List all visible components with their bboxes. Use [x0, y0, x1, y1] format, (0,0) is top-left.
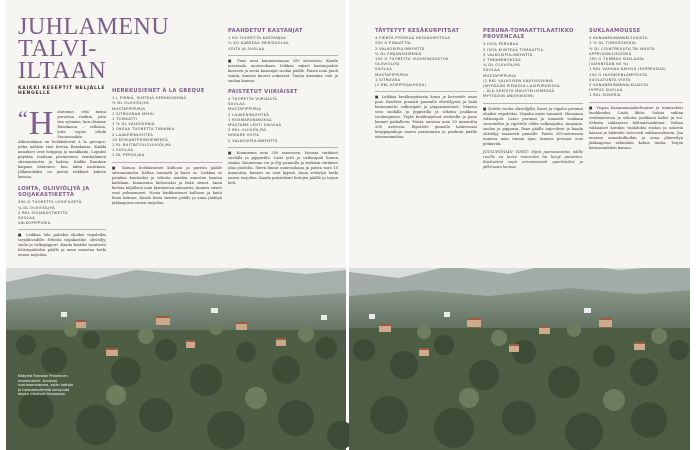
- left-page: [6, 0, 346, 450]
- ingredient: 3 KANANMUNANVALKUAISTA: [589, 83, 649, 88]
- recipe-kesakurpitsat-ingredients: [375, 36, 477, 88]
- ingredient: 2 RKL OLIIVIÖLJYÄ: [228, 128, 267, 133]
- recipe-suklaamousse-method: ■ Vispaa kananmunankeltuaiset ja tomusokeri kuohkeaksi. Lisää liköri. Sulata suklaa vesihauteessa ja sekoita joukkoon kahvi ja voi. Sekoita suklaaseos keltuaisvaahtoon. Vatkaa valkuaiset kovaksi vaahdoksi suolan ja sokerin kanssa ja kääntele varovasti suklaaseokseen. Jaa mousse annoskulhoihin ja anna jähmettyä jääkaapissa vähintään kolme tuntia. Tarjoa kermavaahdon kanssa.: [589, 105, 683, 150]
- recipe-viiriaiset-title: PAISTETUT VIIRIÄISET: [228, 88, 298, 95]
- ingredient: 4 KANANMUNANKELTUAISTA: [589, 36, 648, 41]
- divider: [228, 55, 338, 56]
- ingredient: (VÄHINTÄÄN 60 %): [589, 62, 629, 67]
- ingredient: 200 G PINAATTIA: [375, 41, 411, 46]
- recipe-olive-ingredients: [18, 200, 106, 226]
- ingredient: 1 KG TUORETTA KASTANJAA: [228, 36, 287, 41]
- ingredient: 1 SITRUUNA: [375, 77, 401, 82]
- ingredient: NOKARE VOITA: [228, 133, 260, 138]
- divider: [589, 102, 683, 103]
- ingredient: (2 RKL VALKOISEN ANJOVISVIINIÄ: [483, 78, 554, 83]
- recipe-greque-method: ■ Kumoa herkkusienet kulhoon ja purista päälle sitruunamehu. Kaltaa tomaatti ja kuori se. Leikkaa se pieniksi kuutioiksi ja sekoita muiden ainesten kanssa kattilaan. Kuumenna kiehuvaksi ja lisää sienet. Anna kiehua hiljalleen noin kymmenen minuuttia, kunnes sienet ovat pehmenneet. Nosta herkkusienet kulhoon ja keitä liemi kokoon. Kaada liemi sienten päälle ja anna jäähtyä jääkaapissa ennen tarjoilua.: [112, 165, 222, 205]
- ingredient: 1 ½ DL TOMUSOKERIA: [589, 41, 636, 46]
- recipe-pasta-method: ■ Pane uuni kuumenemaan 200 asteeseen. Kaada merisuola uunivuokaan, leikkaa sakset kastanjoiden kuoreen ja aseta kastanjat suolan päälle. Paista noin puoli tuntia, kunnes kuoret aukeavat. Tarjoa kuumina voin ja suolan kanssa.: [228, 58, 338, 83]
- ingredient: 2 LAAKERINLEHTEÄ: [228, 112, 270, 117]
- ingredient: HIPPUS SUOLAA: [589, 88, 623, 93]
- right-column-2: [483, 28, 583, 266]
- right-text-area: [349, 0, 690, 268]
- ingredient: 1 ½ DL VALKOVIINIÄ: [112, 122, 155, 127]
- recipe-kesakurpitsat-title: TÄYTETYT KESÄKURPITSAT: [375, 28, 460, 34]
- divider: [228, 147, 338, 148]
- intro-dropcap: H: [28, 105, 54, 142]
- recipe-olive-method: ■ Leikkaa lohi paloiksi ohuiksi viipaleiksi tarjoiluvadille. Sekoita soijakastike, oliiviöljy, suola ja valkopippuri. Kaada kastike tasaisesti lohiviipaleiden päälle ja anna maustua hetki ennen tarjoilua.: [18, 233, 106, 258]
- wine-note: JOULUPÖYDÄN VIINIT: Hyvä juomasuositus näille ruoille on kuiva roseeviini tai kevyt punaviini. Kuohuviini sopii erinomaisesti aperitiiviksi ja jälkiruoan kanssa.: [483, 149, 583, 169]
- recipe-provencale-ingredients: [483, 42, 583, 99]
- ingredient: ¾ DL OLIIVIÖLJYÄ: [483, 63, 520, 68]
- intro-block: [18, 105, 106, 180]
- ingredient: SUOLAA: [483, 68, 501, 73]
- page-title: [18, 14, 170, 84]
- ingredient: OLIIVIÖLJYÄ: [375, 62, 400, 67]
- ingredient: 2 OKSAA TUORETTA TIMJAMIA: [112, 127, 175, 132]
- ingredient: 100 G HUONEENLÄMPÖISTÄ: [589, 72, 648, 77]
- ingredient: (2 RKL KORPPUJAUHOJA): [375, 83, 427, 88]
- ingredient: ½ DL PINJANSIEMENIÄ: [375, 51, 422, 56]
- ingredient: 4 PIENTÄ PYÖREÄÄ KESÄKURPITSAA: [375, 36, 451, 41]
- ingredient: 3 ISOA PERUNAA: [483, 42, 519, 47]
- ingredient: 1 L PIENIÄ, SIISTEJÄ HERKKUSIENIÄ: [112, 96, 187, 101]
- ingredient: 2 RKL SOIJAKASTIKETTA: [18, 210, 68, 215]
- recipe-viiriaiset-ingredients: [228, 97, 338, 144]
- ingredient: 150 G TUORETTA VUOHENJUUSTOA: [375, 57, 449, 62]
- ingredient: 2 LAAKERINLEHTEÄ: [112, 132, 154, 137]
- recipe-suklaamousse-title: SUKLAAMOUSSE: [589, 28, 641, 34]
- divider: [18, 229, 106, 230]
- recipe-greque-title: HERKKUSIENET À LA GREQUE: [112, 88, 205, 94]
- intro-text: alutenne, että menu perustuu ruokiin, joita itse syömme, kun olemme Ranskassa – sellaisia, joita sopisi tehdä Suomessakin. Alkuruokana on herkkuleivät à la grecque, jotka nähtiin ensi kertaa Ranskassa. Kaikki annokset ovat helppoja ja maukkaita. Lopuksi pöytään tuodaan perinteinen ranskalainen sitruunatorttu ja kahvia. Kaikki Ranskan kaipaus lientenee, kun näitä nautitaan. Jälkiruokaksi on pieniä näkkärit kahvin kanssa.: [18, 110, 106, 179]
- ingredient: SUOLAA: [18, 216, 36, 221]
- recipe-pasta-ingredients: [228, 36, 338, 52]
- ingredient: SUOLAA: [375, 67, 393, 72]
- ingredient: MYYTÄVIIN ANJOVIKSIIN): [483, 94, 535, 99]
- recipe-kesakurpitsat-method: ■ Leikkaa kesäkurpitsasta kansi ja kovertele sisus pois. Kuullota pinaatti pannulla oliiviöljyssä ja lisää hienonnettu valkosipuli ja pinjansiemenet. Mausta seos suolalla ja pippurilla ja sekoita joukkoon vuohenjuusto. Täytä kesäkurpitsat seoksella ja pane kannet paikalleen. Paista uunissa noin 20 minuuttia 200 asteessa. Ripottele pinnalle halutessasi korppujauhoja ennen paistamista ja pirskota päälle sitruunamehua.: [375, 95, 477, 140]
- ingredient: 1 SUOLAA: [112, 148, 134, 153]
- right-page: [349, 0, 690, 450]
- ingredient: APPELSIINILIKÖÖRIÄ: [589, 51, 632, 56]
- recipe-olive-title: LOHTA, OLIIVIÖLJYÄ JA SOIJAKASTIKETTA: [18, 186, 90, 199]
- recipe-suklaamousse-ingredients: [589, 36, 683, 98]
- recipe-viiriaiset-method: ■ Kuumenna uuni 200 asteeseen. Mausta viiriäiset suolalla ja pippurilla. Laita yrtit ja valkosipuli linnun sisään. Kuumenna voi ja öljy pannulla ja ruskista viiriäiset joka puolelta. Siirrä linnut uunivuokaan ja paista noin 15 minuuttia, kunnes ne ovat kypsiä. Anna vetäytyä hetki ennen tarjoilua. Kaada paistoliemi lintujen päälle ja tarjoa heti.: [228, 150, 338, 185]
- recipe-provencale-title: PERUNA-TOMAATTILAATIKKO PROVENCALE: [483, 28, 574, 41]
- ingredient: 1 DL PERSILJAA: [112, 153, 145, 158]
- ingredient: MUUTAMA LEHTI SALVIAA: [228, 123, 282, 128]
- page-subtitle: KAIKKI RESEPTIT NELJÄLLE HENGELLE: [18, 86, 106, 96]
- ingredient: 1 RKL SOKERIA: [589, 93, 621, 98]
- ingredient: 4 TUORETTA VIIRIÄISTÄ: [228, 97, 278, 102]
- left-column-2: [112, 88, 222, 266]
- ingredient: 10 KORIANTERINSIEMENTÄ: [112, 137, 169, 142]
- ingredient: MUSTAPIPPURIA: [483, 73, 517, 78]
- recipe-olive: [18, 186, 106, 258]
- title-line-2: TALVI-ILTAAN: [18, 36, 107, 84]
- ingredient: ¼ DL OLIIVIÖLJYÄ: [18, 205, 55, 210]
- left-text-area: [6, 0, 346, 268]
- ingredient: (MYYDÄÄN PIENISSÄ LASIPURKEISSA: [483, 84, 560, 89]
- title-line-1: JUHLAMENU: [18, 14, 170, 40]
- recipe-provencale-method: ■ Voitele vuoka oliiviöljyllä. Kuori ja viipaloi perunat ohuiksi viipaleiksi. Viipaloi myös tomaatit. Hienonna valkosipuli. Latoo perunat ja tomaatit vuokaan vuorotellen ja ripottele väliin valkosipulia, timjamia, suolaa ja pippuria. Pane päälle anjovikset ja kaada oliiviöljy tasaisesti pinnalle. Paista 200-asteisessa uunissa noin tunnin ajan, kunnes perunat ovat pehmeitä.: [483, 106, 583, 146]
- ingredient: SUOLAA: [228, 102, 246, 107]
- ingredient: MUSTAPIPPURIA: [112, 106, 146, 111]
- right-column-1: [375, 28, 477, 266]
- ingredient: 1 RL RUITINTOLIOLIIVIÖLJYÄ: [112, 143, 172, 148]
- ingredient: VALKOPIPPURIA: [18, 221, 51, 226]
- recipe-pasta-title: PAAHDETUT KASTANJAT: [228, 28, 303, 34]
- ingredient: VOITA JA SUOLAA: [228, 46, 265, 51]
- ingredient: 2 VALKOSIPULINKYNTTÄ: [228, 138, 278, 143]
- ingredient: 2 VALKOSIPULINKYNTTÄ: [375, 46, 425, 51]
- ingredient: 1 RKL VAHVAA KAHVIA (ESPRESSOA): [589, 67, 666, 72]
- ingredient: MUSTAPIPPURIA: [375, 72, 409, 77]
- ingredient: ½ DL OLIIVIÖLJYÄ: [112, 101, 149, 106]
- ingredient: SUOLATONTA VOITA: [589, 77, 631, 82]
- ingredient: 2 TIMJAMINOKSAA: [483, 58, 521, 63]
- quote-mark-icon: “: [18, 106, 28, 131]
- ingredient: 3 VALKOSIPULINKYNTTÄ: [483, 52, 533, 57]
- ingredient: 1 ROSMARIININOKSA: [228, 117, 272, 122]
- ingredient: 2 ISOA KIINTEÄÄ TOMAATTIA: [483, 47, 544, 52]
- ingredient: MUSTAPIPPURIA: [228, 107, 262, 112]
- ingredient: 1 TOMAATTI: [112, 117, 138, 122]
- divider: [112, 162, 222, 163]
- photo-caption: Näkymä Ranskan Provencen maaseudulle. Kuvassa vuoristomaisema, kylän kattoja ja harmaanvihreitä oliivipuita talven viileässä iltavalossa.: [18, 374, 73, 397]
- ingredient: 1 SITRUUNAN MEHU: [112, 111, 155, 116]
- recipe-greque-ingredients: [112, 96, 222, 158]
- recipe-viiriaiset: [228, 89, 338, 186]
- ingredient: ½ DL COINTREAUTA TAI MUUTA: [589, 46, 655, 51]
- divider: [375, 91, 477, 92]
- ingredient: 300 G TUORETTA LOHIFILEETÄ: [18, 200, 82, 205]
- divider: [483, 103, 583, 104]
- right-column-3: [589, 28, 683, 266]
- ingredient: – ÄLÄ SEKOITA MAUSTEILIEMESSÄ: [483, 89, 555, 94]
- ingredient: ¼ KG KABEEAA MERISUOLAA: [228, 41, 289, 46]
- ingredient: 150 G TUMMAA SUKLAATA: [589, 57, 645, 62]
- left-column-3: [228, 28, 338, 266]
